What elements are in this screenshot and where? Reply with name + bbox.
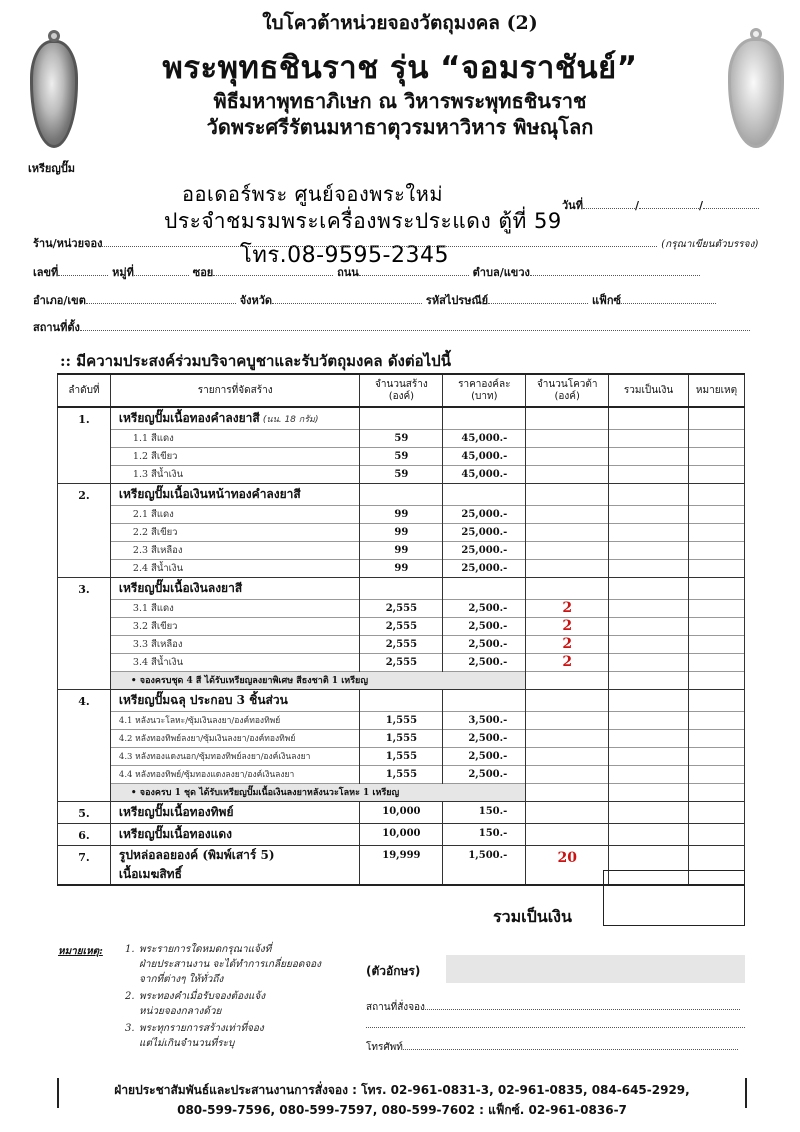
remark-cell[interactable] [688,599,744,617]
house-no-label: เลขที่ [33,266,59,279]
remark-cell[interactable] [688,765,744,783]
built-cell: 1,555 [360,711,443,729]
built-cell: 99 [360,523,443,541]
built-cell: 19,999 [360,845,443,885]
handwritten-phone: โทร.08-9595-2345 [240,243,449,268]
quota-cell[interactable] [526,783,609,801]
quota-cell[interactable] [526,729,609,747]
remark-text-cont: แต่ไม่เกินจำนวนที่ระบุ [139,1038,235,1049]
remark-cell[interactable] [688,447,744,465]
quota-cell[interactable] [526,577,609,599]
remark-cell[interactable] [688,711,744,729]
remark-cell[interactable] [688,783,744,801]
group-title-cell [110,483,360,505]
item-title: รูปหล่อลอยองค์ (พิมพ์เสาร์ 5) [118,847,275,862]
table-row [58,559,745,577]
quota-cell[interactable] [526,447,609,465]
item-cell [110,635,360,653]
quota-cell[interactable]: 2 [526,635,609,653]
remark-text: พระทองคำเมื่อรับจองต้องแจ้ง [139,991,266,1002]
item-cell [110,747,360,765]
line-total-cell[interactable] [609,599,689,617]
postcode-label: รหัสไปรษณีย์ [425,294,489,307]
item-cell [110,559,360,577]
item-number: 3. [58,577,111,689]
date-label: วันที่ [562,199,583,212]
col-header-price: ราคาองค์ละ (บาท) [443,374,526,407]
group-title: เหรียญปั๊มฉลุ ประกอบ 3 ชิ้นส่วน [118,692,288,707]
quota-cell[interactable] [526,523,609,541]
item-cell [110,823,360,845]
item-label: 4.4 หลังทองทิพย์/ซุ้มทองแดงลงยา/องค์เงินลงยา [118,770,295,780]
location-field[interactable] [33,318,750,336]
quota-cell[interactable] [526,689,609,711]
remark-cell[interactable] [688,617,744,635]
remark-cell[interactable] [688,465,744,483]
quota-cell[interactable] [526,483,609,505]
order-place-field[interactable] [366,1000,740,1015]
price-cell: 45,000.- [443,465,526,483]
item-label: 4.1 หลังนวะโลหะ/ซุ้มเงินลงยา/องค์ทองทิพย์ [118,716,281,726]
phone-field[interactable] [366,1040,738,1055]
price-cell: 25,000.- [443,505,526,523]
price-cell: 2,500.- [443,729,526,747]
table-group-row [58,689,745,711]
remark-text-cont: ฝ่ายประสานงาน จะได้ทำการเกลี่ยยอดจองจากที่ต่างๆ ให้ทั่วถึง [139,959,322,985]
price-cell: 2,500.- [443,653,526,671]
quota-cell[interactable] [526,765,609,783]
price-cell: 3,500.- [443,711,526,729]
line-total-cell[interactable] [609,465,689,483]
price-cell: 1,500.- [443,845,526,885]
built-cell: 2,555 [360,599,443,617]
table-row [58,653,745,671]
table-row [58,505,745,523]
item-number: 2. [58,483,111,577]
line-total-cell[interactable] [609,483,689,505]
item-label: 2.2 สีเขียว [132,526,178,538]
remark-number: 3. [125,1023,135,1034]
grand-total-box[interactable] [603,870,745,926]
subdistrict-input[interactable] [530,266,700,276]
item-label: 1.3 สีน้ำเงิน [132,468,184,480]
bonus-note: • จองครบ 1 ชุด ได้รับเหรียญปั๊มเนื้อเงินลงยาหลังนวะโลหะ 1 เหรียญ [110,783,525,801]
price-cell: 25,000.- [443,559,526,577]
remark-cell[interactable] [688,407,744,429]
remark-cell[interactable] [688,653,744,671]
main-title: พระพุทธชินราช รุ่น “จอมราชันย์” [162,50,638,86]
shop-field[interactable] [33,234,758,252]
table-row [58,447,745,465]
built-cell [360,689,443,711]
remark-cell[interactable] [688,747,744,765]
quota-cell[interactable] [526,505,609,523]
table-row [58,635,745,653]
ceremony-line-2: วัดพระศรีรัตนมหาธาตุวรมหาวิหาร พิษณุโลก [206,115,594,139]
built-cell: 2,555 [360,653,443,671]
table-row [58,599,745,617]
bonus-row [58,671,745,689]
line-total-cell[interactable] [609,617,689,635]
item-cell [110,599,360,617]
table-row [58,823,745,845]
quota-cell[interactable]: 2 [526,599,609,617]
remark-item [125,1021,325,1051]
table-header-row [58,374,745,407]
remark-cell[interactable] [688,823,744,845]
footer-contact [60,1080,744,1120]
built-cell: 1,555 [360,765,443,783]
item-title: เหรียญปั๊มเนื้อทองทิพย์ [118,804,234,819]
order-place-label: สถานที่สั่งจอง [366,1002,425,1013]
price-cell [443,689,526,711]
remark-item [125,942,325,987]
table-group-row [58,577,745,599]
item-number: 4. [58,689,111,801]
quota-cell[interactable] [526,559,609,577]
built-cell: 59 [360,447,443,465]
item-cell [110,653,360,671]
price-cell: 150.- [443,801,526,823]
item-cell [110,429,360,447]
item-label: 3.2 สีเขียว [132,620,178,632]
table-row [58,711,745,729]
remark-cell[interactable] [688,505,744,523]
item-title: เหรียญปั๊มเนื้อทองแดง [118,826,233,841]
item-cell [110,523,360,541]
price-cell: 25,000.- [443,523,526,541]
line-total-cell[interactable] [609,765,689,783]
handwritten-line-1: ออเดอร์พระ ศูนย์จองพระใหม่ [182,182,444,206]
group-note: (นน. 18 กรัม) [262,414,319,425]
built-cell: 59 [360,429,443,447]
line-total-cell[interactable] [609,577,689,599]
district-label: อำเภอ/เขต [33,294,86,307]
remark-cell[interactable] [688,729,744,747]
soi-input[interactable] [213,266,333,276]
built-cell: 99 [360,559,443,577]
item-label: 1.2 สีเขียว [132,450,178,462]
remark-item [125,989,325,1019]
table-row [58,729,745,747]
remarks-list [125,942,325,1053]
item-number: 7. [58,845,111,885]
item-label: 3.4 สีน้ำเงิน [132,656,184,668]
line-total-cell[interactable] [609,447,689,465]
quota-cell[interactable]: 2 [526,617,609,635]
amount-in-words-input[interactable] [446,955,745,983]
postcode-input[interactable] [488,294,588,304]
remark-cell[interactable] [688,801,744,823]
footer-divider-right [745,1078,747,1108]
line-total-cell[interactable] [609,523,689,541]
table-row [58,429,745,447]
left-medal-caption: เหรียญปั๊ม [28,162,75,175]
order-table [57,373,745,886]
col-header-total: รวมเป็นเงิน [609,374,689,407]
group-title-cell [110,689,360,711]
price-cell: 45,000.- [443,429,526,447]
group-title: เหรียญปั๊มเนื้อทองคำลงยาสี [118,410,260,425]
item-label: 4.3 หลังทองแดงนอก/ซุ้มทองทิพย์ลงยา/องค์เงินลงยา [118,752,311,762]
quota-cell[interactable]: 2 [526,653,609,671]
remark-text: พระทุกรายการสร้างเท่าที่จอง [139,1023,264,1034]
col-header-no: ลำดับที่ [58,374,111,407]
ceremony-info [0,88,800,140]
remark-cell[interactable] [688,429,744,447]
price-cell: 45,000.- [443,447,526,465]
line-total-cell[interactable] [609,747,689,765]
fax-label: แฟ็กซ์ [591,294,621,307]
quota-cell[interactable] [526,671,609,689]
price-cell: 2,500.- [443,765,526,783]
amount-in-words-label: (ตัวอักษร) [366,964,421,978]
quota-cell[interactable] [526,407,609,429]
soi-label: ซอย [192,266,214,279]
address-row-1 [33,263,700,281]
price-cell: 150.- [443,823,526,845]
remark-cell[interactable] [688,559,744,577]
table-row [58,541,745,559]
remark-cell[interactable] [688,523,744,541]
fax-input[interactable] [621,294,716,304]
item-cell [110,765,360,783]
form-title: ใบโควต้าหน่วยจองวัตถุมงคล (2) [262,12,538,34]
line-total-cell[interactable] [609,653,689,671]
line-total-cell[interactable] [609,635,689,653]
quota-cell[interactable]: 20 [526,845,609,885]
line-total-cell[interactable] [609,407,689,429]
moo-input[interactable] [134,266,189,276]
line-total-cell[interactable] [609,505,689,523]
quota-cell[interactable] [526,801,609,823]
built-cell: 1,555 [360,747,443,765]
built-cell [360,483,443,505]
price-cell: 2,500.- [443,747,526,765]
price-cell [443,577,526,599]
moo-label: หมู่ที่ [112,266,134,279]
quota-cell[interactable] [526,541,609,559]
col-header-item: รายการที่จัดสร้าง [110,374,360,407]
item-label: 3.3 สีเหลือง [132,638,183,650]
line-total-cell[interactable] [609,559,689,577]
line-total-cell[interactable] [609,711,689,729]
remark-cell[interactable] [688,671,744,689]
item-number: 1. [58,407,111,483]
footer-line-1: ฝ่ายประชาสัมพันธ์และประสานงานการสั่งจอง : โทร. 02-961-0831-3, 02-961-0835, 084-645-2929, [114,1083,690,1097]
section-title: :: มีความประสงค์ร่วมบริจาคบูชาและรับวัตถุมงคล ดังต่อไปนี้ [60,352,451,370]
line-total-cell[interactable] [609,429,689,447]
quota-cell[interactable] [526,711,609,729]
group-title-cell [110,577,360,599]
item-cell [110,801,360,823]
line-total-cell[interactable] [609,823,689,845]
location-label: สถานที่ตั้ง [33,321,80,334]
line-total-cell[interactable] [609,801,689,823]
handwritten-line-2: ประจำชมรมพระเครื่องพระประแดง ตู้ที่ 59 [164,209,562,233]
item-cell [110,845,360,885]
table-row [58,765,745,783]
address-row-2 [33,291,716,309]
item-cell [110,447,360,465]
built-cell: 10,000 [360,801,443,823]
remark-number: 2. [125,991,135,1002]
phone-label: โทรศัพท์ [366,1042,403,1053]
item-label: 2.4 สีน้ำเงิน [132,562,184,574]
remark-cell[interactable] [688,577,744,599]
footer-line-2: 080-599-7596, 080-599-7597, 080-599-7602 : แฟ็กซ์. 02-961-0836-7 [177,1103,627,1117]
item-label: 1.1 สีแดง [132,432,174,444]
built-cell: 2,555 [360,617,443,635]
remark-cell[interactable] [688,541,744,559]
bonus-row [58,783,745,801]
line-total-cell[interactable] [609,783,689,801]
table-group-row [58,483,745,505]
price-cell: 2,500.- [443,635,526,653]
price-cell [443,407,526,429]
item-label: 3.1 สีแดง [132,602,174,614]
date-separator: / [634,199,639,212]
group-title: เหรียญปั๊มเนื้อเงินหน้าทองคำลงยาสี [118,486,301,501]
built-cell [360,407,443,429]
col-header-built: จำนวนสร้าง (องค์) [360,374,443,407]
grand-total-label: รวมเป็นเงิน [493,907,572,926]
remark-number: 1. [125,944,135,955]
item-label: 4.2 หลังทองทิพย์ลงยา/ซุ้มเงินลงยา/องค์ทองทิพย์ [118,734,296,744]
province-input[interactable] [272,294,422,304]
col-header-quota: จำนวนโควต้า (องค์) [526,374,609,407]
table-row [58,465,745,483]
line-total-cell[interactable] [609,671,689,689]
group-title-cell [110,407,360,429]
district-input[interactable] [86,294,236,304]
item-label: 2.3 สีเหลือง [132,544,183,556]
table-row [58,523,745,541]
built-cell [360,577,443,599]
built-cell: 59 [360,465,443,483]
line-total-cell[interactable] [609,689,689,711]
line-total-cell[interactable] [609,541,689,559]
shop-hint: (กรุณาเขียนตัวบรรจง) [661,239,759,250]
built-cell: 99 [360,541,443,559]
province-label: จังหวัด [239,294,273,307]
quota-cell[interactable] [526,823,609,845]
item-cell [110,505,360,523]
road-label: ถนน [337,266,359,279]
item-cell [110,465,360,483]
remark-text-cont: หน่วยจองกลางด้วย [139,1006,222,1017]
remark-text: พระรายการใดหมดกรุณาแจ้งที่ [139,944,272,955]
subdistrict-label: ตำบล/แขวง [472,266,530,279]
item-cell [110,729,360,747]
table-row [58,617,745,635]
item-number: 5. [58,801,111,823]
footer-divider-left [57,1078,59,1108]
price-cell: 2,500.- [443,617,526,635]
quota-cell[interactable] [526,429,609,447]
price-cell: 2,500.- [443,599,526,617]
item-cell [110,711,360,729]
built-cell: 99 [360,505,443,523]
road-input[interactable] [359,266,469,276]
remark-cell[interactable] [688,689,744,711]
order-place-line-2[interactable] [366,1027,745,1028]
shop-label: ร้าน/หน่วยจอง [33,237,103,250]
table-group-row [58,407,745,429]
remark-cell[interactable] [688,635,744,653]
remark-cell[interactable] [688,483,744,505]
table-row [58,801,745,823]
quota-cell[interactable] [526,747,609,765]
date-field[interactable] [562,196,759,214]
quota-cell[interactable] [526,465,609,483]
item-cell [110,541,360,559]
date-separator: / [698,199,704,212]
built-cell: 2,555 [360,635,443,653]
built-cell: 1,555 [360,729,443,747]
built-cell: 10,000 [360,823,443,845]
remarks-title: หมายเหตุ: [58,946,103,957]
price-cell [443,483,526,505]
group-title: เหรียญปั๊มเนื้อเงินลงยาสี [118,580,243,595]
item-cell [110,617,360,635]
item-number: 6. [58,823,111,845]
table-row [58,747,745,765]
item-label: 2.1 สีแดง [132,508,174,520]
house-no-input[interactable] [58,266,108,276]
bonus-note: • จองครบชุด 4 สี ได้รับเหรียญลงยาพิเศษ สีธงชาติ 1 เหรียญ [110,671,525,689]
item-title-2: เนื้อเมฆสิทธิ์ [118,866,182,881]
line-total-cell[interactable] [609,729,689,747]
price-cell: 25,000.- [443,541,526,559]
col-header-remark: หมายเหตุ [688,374,744,407]
ceremony-line-1: พิธีมหาพุทธาภิเษก ณ วิหารพระพุทธชินราช [213,89,587,113]
